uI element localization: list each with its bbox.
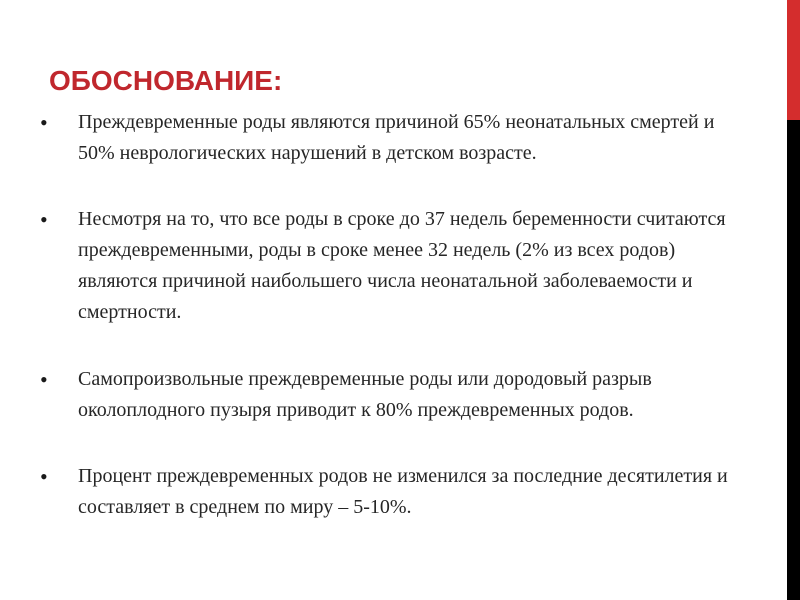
- accent-bar-black: [787, 120, 800, 600]
- bullet-dot-icon: •: [40, 110, 48, 135]
- bullet-text: Процент преждевременных родов не изменился за последние десятилетия и составляет в среднем по миру – 5-10%.: [78, 465, 728, 518]
- accent-bar-red: [787, 0, 800, 120]
- slide-title: ОБОСНОВАНИЕ:: [49, 65, 283, 96]
- bullet-dot-icon: •: [40, 207, 48, 232]
- bullet-dot-icon: •: [40, 367, 48, 392]
- bullet-text: Преждевременные роды являются причиной 65% неонатальных смертей и 50% неврологических нарушений в детском возрасте.: [78, 111, 715, 164]
- bullet-dot-icon: •: [40, 464, 48, 489]
- bullet-text: Самопроизвольные преждевременные роды или дородовый разрыв околоплодного пузыря приводит к 80% преждевременных родов.: [78, 368, 652, 421]
- bullet-text: Несмотря на то, что все роды в сроке до 37 недель беременности считаются преждевременными, роды в сроке менее 32 недель (2% из всех родов) являются причиной наибольшего числа неонатальной заболеваемости и смертности.: [78, 208, 726, 323]
